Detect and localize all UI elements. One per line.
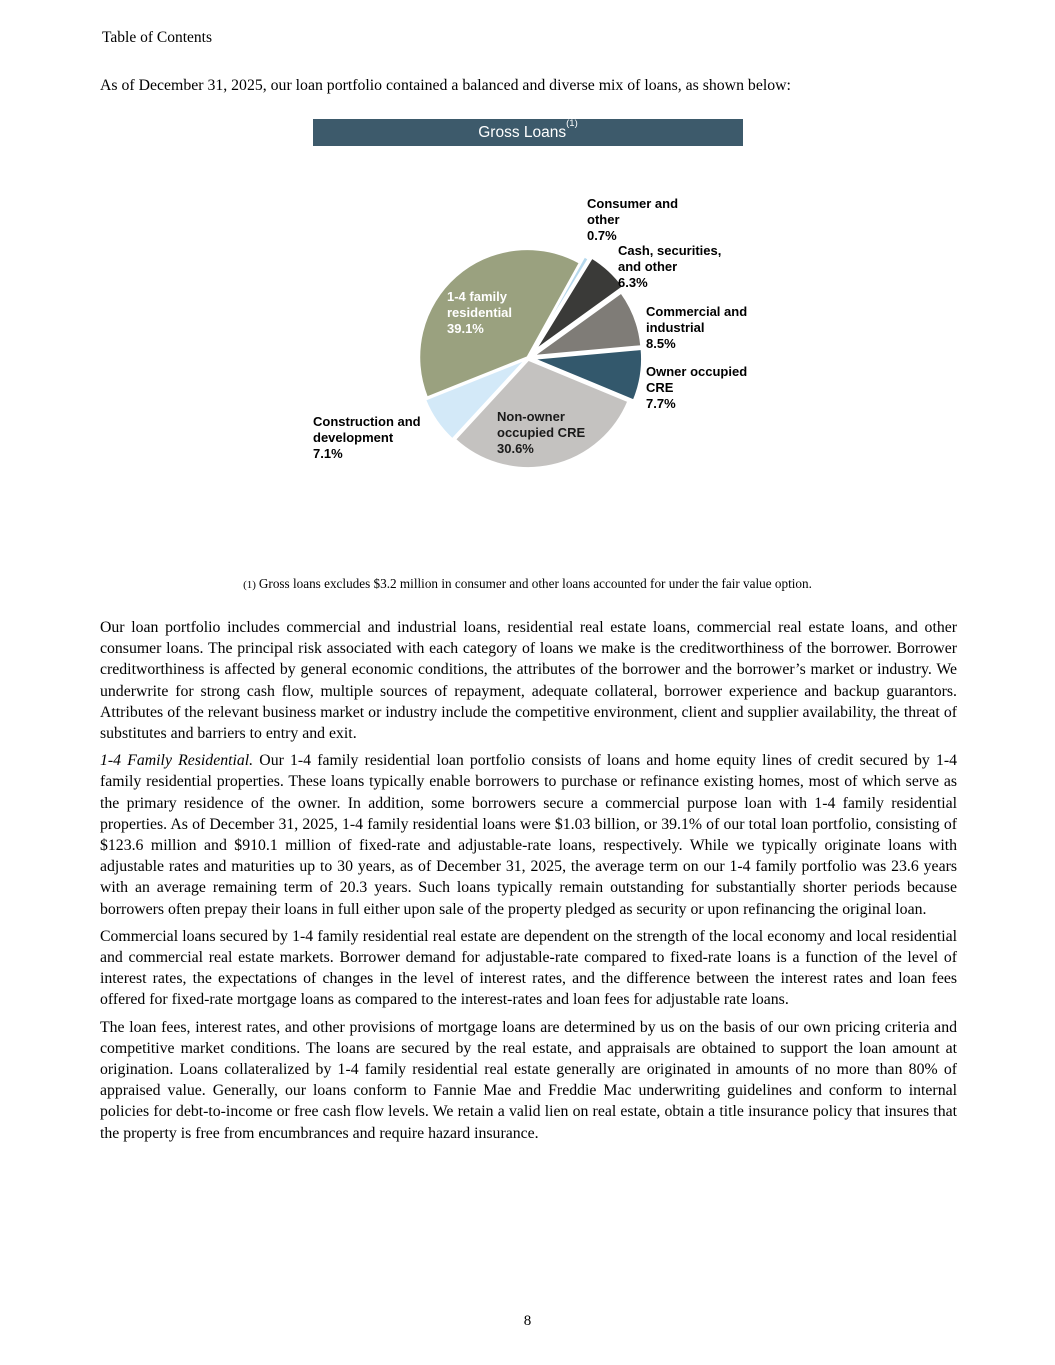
- pie-label-percent: 6.3%: [618, 275, 648, 291]
- paragraph-lead-rest: Our 1-4 family residential loan portfolio consists of loans and home equity lines of credit secured by 1-4 family residential properties. These loans typically enable borrowers to purchase or refinance existing homes, most of which serve as the primary residence of the owner. In addition, some borrowers secure a commercial purpose loan with 1-4 family residential properties. As of December 31, 2025, 1-4 family residential loans were $1.03 billion, or 39.1% of our total loan portfolio, consisting of $123.6 million and $910.1 million of fixed-rate and adjustable-rate loans, respectively. While we typically originate loans with adjustable rates and maturities up to 30 years, as of December 31, 2025, the average term on our 1-4 family portfolio was 23.6 years with an average remaining term of 20.3 years. Such loans typically remain outstanding for substantially shorter periods because borrowers often prepay their loans in full either upon sale of the property pledged as security or upon refinancing the original loan.: [100, 752, 957, 918]
- paragraph-loan-fees: The loan fees, interest rates, and other provisions of mortgage loans are determined by us on the basis of our own pricing criteria and competitive market conditions. The loans are secured by the real estate, and appraisals are obtained to support the loan amount at origination. Loans collateralized by 1-4 family residential real estate generally are originated in amounts of no more than 80% of appraised value. Generally, our loans conform to Fannie Mae and Freddie Mac underwriting guidelines and conform to internal policies for debt-to-income or free cash flow levels. We retain a valid lien on real estate, obtain a title insurance policy that insures that the property is free from encumbrances and require hazard insurance.: [100, 1018, 957, 1142]
- paragraph-loan-portfolio: Our loan portfolio includes commercial and industrial loans, residential real estate loans, commercial real estate loans, and other consumer loans. The principal risk associated with each category of loans we make is the creditworthiness of the borrower. Borrower creditworthiness is affected by general economic conditions, the attributes of the borrower and the borrower’s market or industry. We underwrite for strong cash flow, multiple sources of repayment, adequate collateral, borrower experience and backup guarantors. Attributes of the relevant business market or industry include the competitive environment, client and supplier availability, the threat of substitutes and barriers to entry and exit.: [100, 619, 957, 743]
- pie-label-percent: 7.7%: [646, 396, 676, 412]
- chart-title-banner: [313, 119, 743, 146]
- pie-label-name: Commercial and industrial: [646, 304, 748, 336]
- pie-label-consumer-and-other: [587, 196, 687, 245]
- pie-label-non-owner-occupied-cre: [497, 409, 612, 458]
- pie-label-cash-securities-and-other: [618, 243, 740, 292]
- page-number: 8: [523, 1313, 532, 1329]
- pie-label-percent: 7.1%: [313, 446, 343, 462]
- pie-label-percent: 0.7%: [587, 228, 617, 244]
- pie-label-percent: 30.6%: [497, 441, 534, 457]
- footnote-marker: (1): [243, 579, 256, 591]
- pie-label-name: Non-owner occupied CRE: [497, 409, 586, 441]
- paragraph-lead-italic: 1-4 Family Residential.: [100, 752, 254, 770]
- pie-label-name: 1-4 family residential: [447, 289, 513, 321]
- paragraph-commercial-loans: Commercial loans secured by 1-4 family residential real estate are dependent on the strength of the local economy and local residential and commercial real estate markets. Borrower demand for adjustable-rate compared to fixed-rate loans is a function of the level of interest rates, the expectations of changes in the level of interest rates, and the difference between the interest rates and loan fees offered for fixed-rate mortgage loans as compared to the interest-rates and loan fees for adjustable rate loans.: [100, 927, 957, 1009]
- pie-label-owner-occupied-cre: [646, 364, 762, 413]
- intro-paragraph: As of December 31, 2025, our loan portfolio contained a balanced and diverse mix of loans, as shown below:: [100, 77, 791, 94]
- pie-label-percent: 39.1%: [447, 321, 484, 337]
- pie-label-name: Construction and development: [313, 414, 421, 446]
- paragraph-1-4-family-residential: [100, 750, 957, 920]
- pie-label-1-4-family-residential: [447, 289, 542, 338]
- pie-label-name: Consumer and other: [587, 196, 679, 228]
- chart-footnote: [0, 576, 1055, 592]
- pie-label-commercial-and-industrial: [646, 304, 762, 353]
- body-text: [100, 617, 957, 1150]
- footnote-text: Gross loans excludes $3.2 million in consumer and other loans accounted for under the fair value option.: [258, 576, 812, 591]
- pie-label-percent: 8.5%: [646, 336, 676, 352]
- chart-title-footnote-ref: (1): [566, 118, 578, 130]
- pie-label-name: Cash, securities, and other: [618, 243, 722, 275]
- pie-label-construction-and-development: [313, 414, 445, 463]
- table-of-contents-text: Table of Contents: [102, 29, 212, 46]
- pie-label-name: Owner occupied CRE: [646, 364, 748, 396]
- chart-title-text: Gross Loans$^{(1)}$: [478, 118, 578, 141]
